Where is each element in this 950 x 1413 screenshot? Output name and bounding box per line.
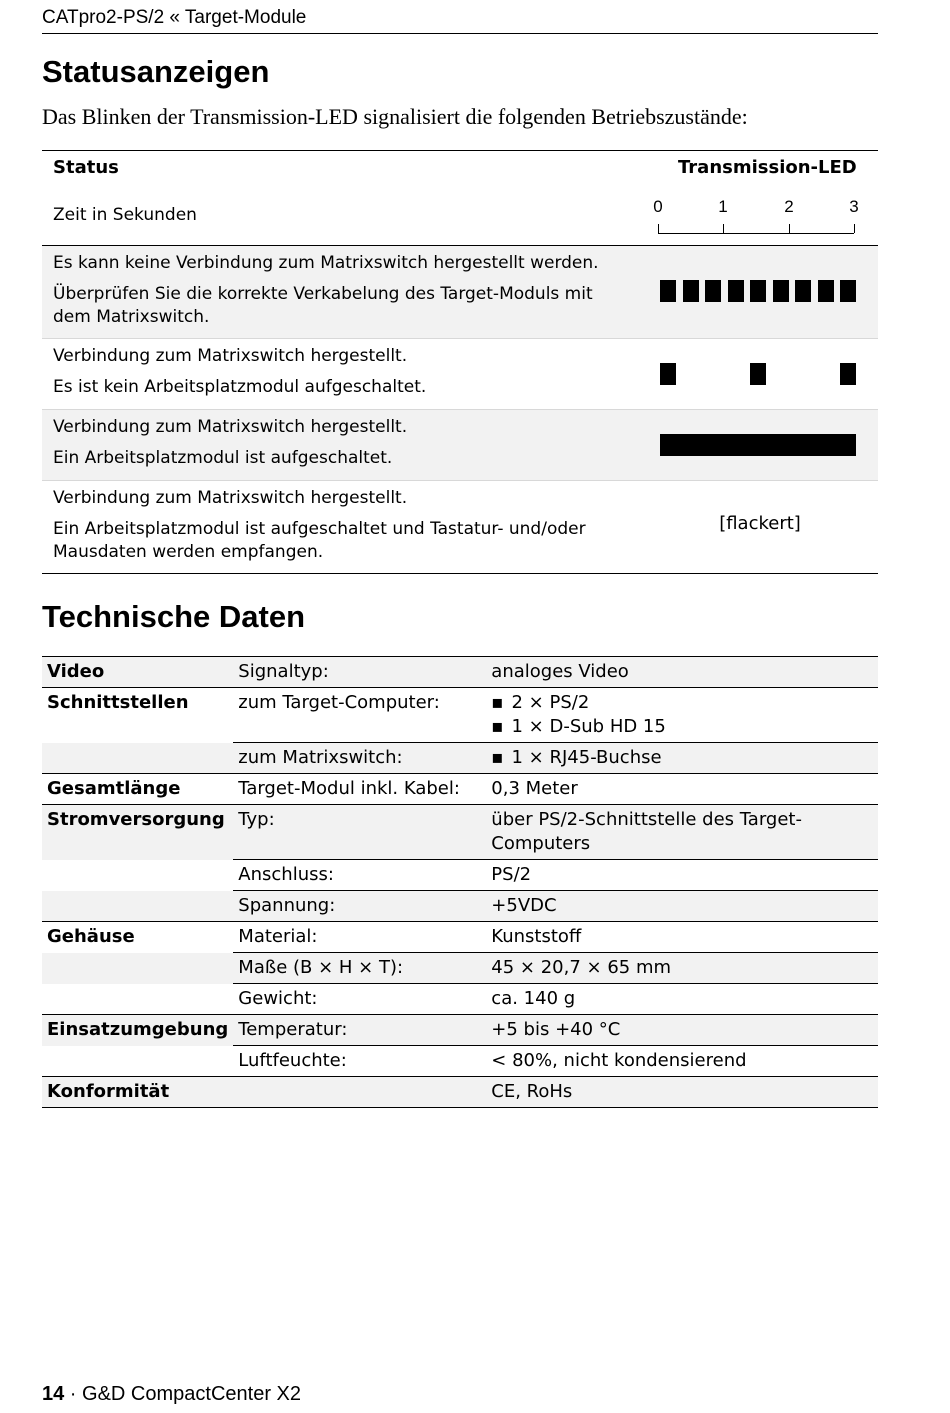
tech-key: Spannung:	[233, 891, 486, 922]
tech-group: Gehäuse	[42, 922, 233, 953]
tech-bullet: ▪ 1 × D-Sub HD 15	[491, 715, 873, 739]
tech-group: Schnittstellen	[42, 688, 233, 743]
page-number: 14	[42, 1383, 65, 1405]
tech-row	[42, 657, 878, 688]
status-row	[42, 410, 878, 481]
tech-row	[42, 805, 878, 860]
tech-heading: Technische Daten	[42, 599, 306, 634]
tech-value	[486, 774, 878, 805]
tech-key: Target-Modul inkl. Kabel:	[233, 774, 486, 805]
status-text: Überprüfen Sie die korrekte Verkabelung des Target-Moduls mit dem Matrixswitch.	[53, 284, 593, 327]
tech-value	[486, 891, 878, 922]
tech-group	[42, 860, 233, 891]
tech-group: Gesamtlänge	[42, 774, 233, 805]
tech-data-table	[42, 656, 878, 1108]
tech-key: Material:	[233, 922, 486, 953]
header-title: CATpro2-PS/2 « Target-Module	[42, 7, 307, 28]
tech-value	[486, 1015, 878, 1046]
tech-value-text: PS/2	[491, 864, 532, 885]
led-on-bar	[660, 434, 856, 456]
tech-value	[486, 657, 878, 688]
status-row	[42, 481, 878, 573]
tech-group	[42, 984, 233, 1015]
tech-value-text: +5 bis +40 °C	[491, 1019, 621, 1040]
status-table	[42, 150, 878, 574]
tech-key: Signaltyp:	[233, 657, 486, 688]
tech-value	[486, 860, 878, 891]
tech-key: zum Target-Computer:	[233, 688, 486, 743]
tech-value	[486, 922, 878, 953]
col-status-label: Status	[53, 157, 119, 178]
led-pattern-fast-blink	[660, 246, 860, 338]
tech-value	[486, 688, 878, 743]
tech-value-text: ca. 140 g	[491, 988, 576, 1009]
tech-group: Video	[42, 657, 233, 688]
tech-value-text: analoges Video	[491, 661, 629, 682]
tech-value	[486, 984, 878, 1015]
led-pulse	[705, 280, 721, 302]
tech-value	[486, 953, 878, 984]
col-led-label: Transmission-LED	[678, 157, 857, 178]
status-row	[42, 246, 878, 339]
tech-group: Konformität	[42, 1077, 233, 1108]
led-pulse	[683, 280, 699, 302]
status-text: Ein Arbeitsplatzmodul ist aufgeschaltet und Tastatur- und/oder Mausdaten werden empfangen.	[53, 519, 586, 562]
tech-row	[42, 774, 878, 805]
page-footer	[42, 1383, 301, 1406]
tech-row	[42, 1046, 878, 1077]
tech-row	[42, 688, 878, 743]
footer-title: G&D CompactCenter X2	[82, 1383, 302, 1405]
led-pulse	[660, 363, 676, 385]
status-text: Es ist kein Arbeitsplatzmodul aufgeschaltet.	[53, 377, 427, 397]
time-label: Zeit in Sekunden	[53, 205, 197, 225]
scale-label: 3	[849, 197, 859, 216]
scale-label: 1	[718, 197, 728, 216]
status-text: Verbindung zum Matrixswitch hergestellt.	[53, 417, 408, 437]
time-scale	[642, 197, 872, 237]
tech-group	[42, 1046, 233, 1077]
led-pulse	[840, 280, 856, 302]
led-pulse	[660, 280, 676, 302]
tech-row	[42, 1077, 878, 1108]
led-pulse	[728, 280, 744, 302]
tech-value-text: Kunststoff	[491, 926, 582, 947]
scale-tick	[854, 224, 855, 233]
tech-group	[42, 891, 233, 922]
led-pattern-slow-blink	[660, 339, 860, 409]
led-pulse	[773, 280, 789, 302]
tech-group: Einsatzumgebung	[42, 1015, 233, 1046]
tech-row	[42, 922, 878, 953]
led-pulse	[818, 280, 834, 302]
tech-value-text: 45 × 20,7 × 65 mm	[491, 957, 672, 978]
scale-tick	[789, 224, 790, 233]
footer-separator: ·	[64, 1383, 83, 1405]
tech-bullet: ▪ 1 × RJ45-Buchse	[491, 746, 873, 770]
tech-key: zum Matrixswitch:	[233, 743, 486, 774]
status-table-header	[42, 151, 878, 246]
tech-key: Typ:	[233, 805, 486, 860]
led-pulse	[840, 363, 856, 385]
status-row	[42, 339, 878, 410]
led-pulse	[750, 280, 766, 302]
status-text: Ein Arbeitsplatzmodul ist aufgeschaltet.	[53, 448, 393, 468]
status-intro: Das Blinken der Transmission-LED signalisiert die folgenden Betriebszustände:	[42, 104, 748, 129]
led-pattern-flicker	[660, 481, 860, 573]
tech-value	[486, 1046, 878, 1077]
tech-bullet: ▪ 2 × PS/2	[491, 691, 873, 715]
led-pattern-on	[660, 410, 860, 480]
flicker-label: [flackert]	[719, 513, 801, 534]
status-text: Verbindung zum Matrixswitch hergestellt.	[53, 346, 408, 366]
led-pulse	[750, 363, 766, 385]
page-header	[42, 5, 878, 34]
tech-key: Temperatur:	[233, 1015, 486, 1046]
tech-row	[42, 891, 878, 922]
tech-row	[42, 953, 878, 984]
tech-row	[42, 984, 878, 1015]
tech-key: Maße (B × H × T):	[233, 953, 486, 984]
scale-tick	[723, 224, 724, 233]
tech-value-text: CE, RoHs	[491, 1081, 573, 1102]
status-text: Es kann keine Verbindung zum Matrixswitch hergestellt werden.	[53, 253, 599, 273]
tech-key: Gewicht:	[233, 984, 486, 1015]
tech-key	[233, 1077, 486, 1108]
scale-label: 2	[784, 197, 794, 216]
tech-key: Luftfeuchte:	[233, 1046, 486, 1077]
led-pulse	[795, 280, 811, 302]
tech-group: Stromversorgung	[42, 805, 233, 860]
scale-label: 0	[653, 197, 663, 216]
scale-axis	[658, 233, 854, 234]
tech-row	[42, 1015, 878, 1046]
scale-tick	[658, 224, 659, 233]
tech-value-text: 0,3 Meter	[491, 778, 578, 799]
tech-value	[486, 743, 878, 774]
status-heading: Statusanzeigen	[42, 54, 270, 89]
tech-value-text: < 80%, nicht kondensierend	[491, 1050, 747, 1071]
tech-value	[486, 1077, 878, 1108]
tech-value-text: über PS/2-Schnittstelle des Target-Computers	[491, 809, 802, 854]
tech-row	[42, 743, 878, 774]
tech-value-text: +5VDC	[491, 895, 557, 916]
tech-group	[42, 953, 233, 984]
status-text: Verbindung zum Matrixswitch hergestellt.	[53, 488, 408, 508]
tech-key: Anschluss:	[233, 860, 486, 891]
tech-value	[486, 805, 878, 860]
tech-group	[42, 743, 233, 774]
tech-row	[42, 860, 878, 891]
